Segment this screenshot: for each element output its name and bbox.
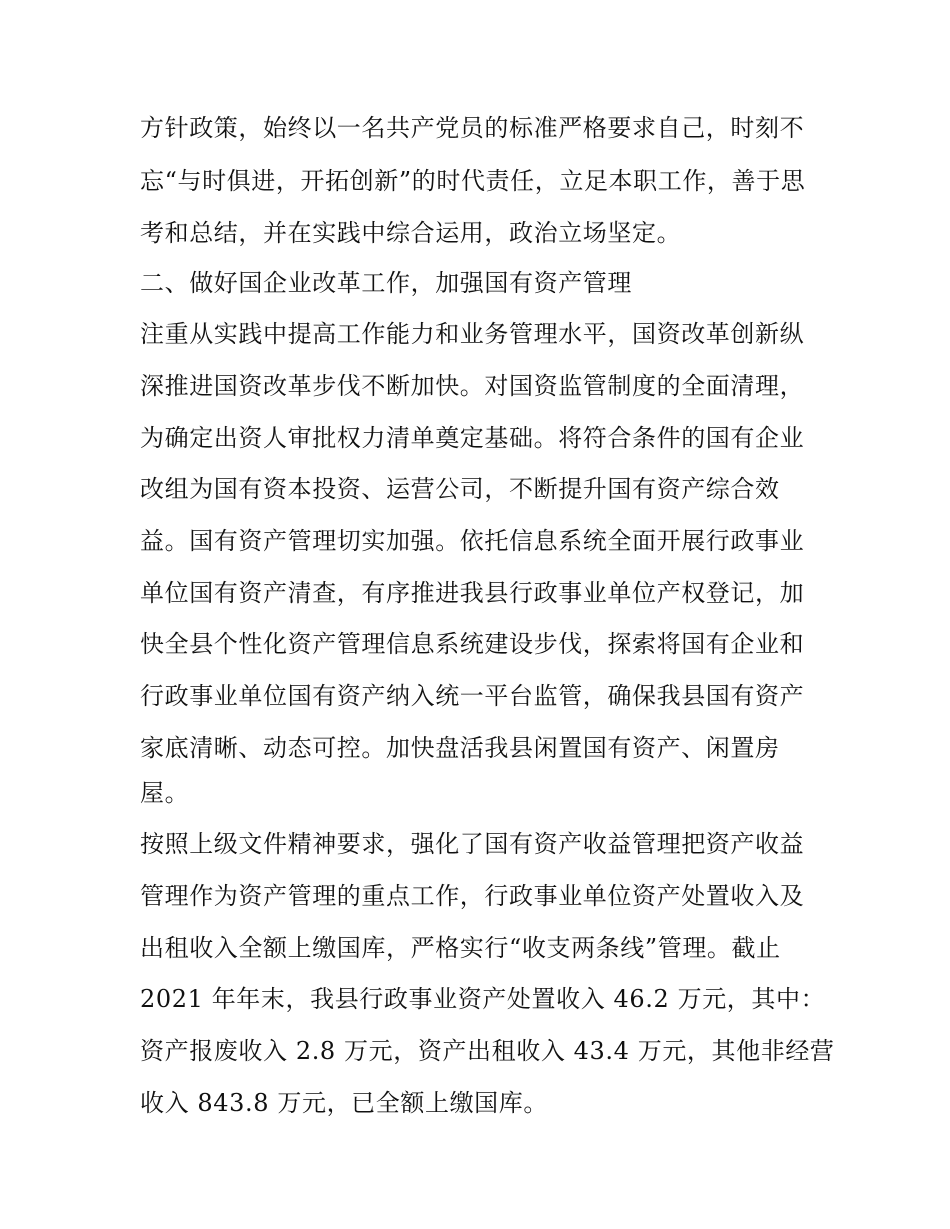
text-line: 管理作为资产管理的重点工作，行政事业单位资产处置收入及 <box>140 882 805 910</box>
text-line: 收入 843.8 万元，已全额上缴国库。 <box>140 1089 548 1117</box>
text-line: 忘“与时俱进，开拓创新”的时代责任，立足本职工作，善于思 <box>140 167 806 195</box>
text-line: 为确定出资人审批权力清单奠定基础。将符合条件的国有企业 <box>140 424 805 452</box>
text-line: 家底清晰、动态可控。加快盘活我县闲置国有资产、闲置房 <box>140 734 780 762</box>
text-line: 益。国有资产管理切实加强。依托信息系统全面开展行政事业 <box>140 527 805 555</box>
text-line: 快全县个性化资产管理信息系统建设步伐，探索将国有企业和 <box>140 630 805 658</box>
text-line: 深推进国资改革步伐不断加快。对国资监管制度的全面清理， <box>140 372 805 400</box>
text-line: 方针政策，始终以一名共产党员的标准严格要求自己，时刻不 <box>140 114 805 142</box>
text-line: 考和总结，并在实践中综合运用，政治立场坚定。 <box>140 219 682 247</box>
section-heading: 二、做好国企业改革工作，加强国有资产管理 <box>140 269 632 297</box>
text-line: 资产报废收入 2.8 万元，资产出租收入 43.4 万元，其他非经营 <box>140 1037 835 1065</box>
text-line: 2021 年年末，我县行政事业资产处置收入 46.2 万元，其中： <box>140 985 826 1013</box>
text-line: 改组为国有资本投资、运营公司，不断提升国有资产综合效 <box>140 475 780 503</box>
text-line: 单位国有资产清查，有序推进我县行政事业单位产权登记，加 <box>140 579 805 607</box>
text-line: 按照上级文件精神要求，强化了国有资产收益管理把资产收益 <box>140 830 805 858</box>
text-line: 行政事业单位国有资产纳入统一平台监管，确保我县国有资产 <box>140 682 805 710</box>
text-line: 注重从实践中提高工作能力和业务管理水平，国资改革创新纵 <box>140 320 805 348</box>
text-line: 出租收入全额上缴国库，严格实行“收支两条线”管理。截止 <box>140 934 781 962</box>
text-line: 屋。 <box>140 779 190 807</box>
